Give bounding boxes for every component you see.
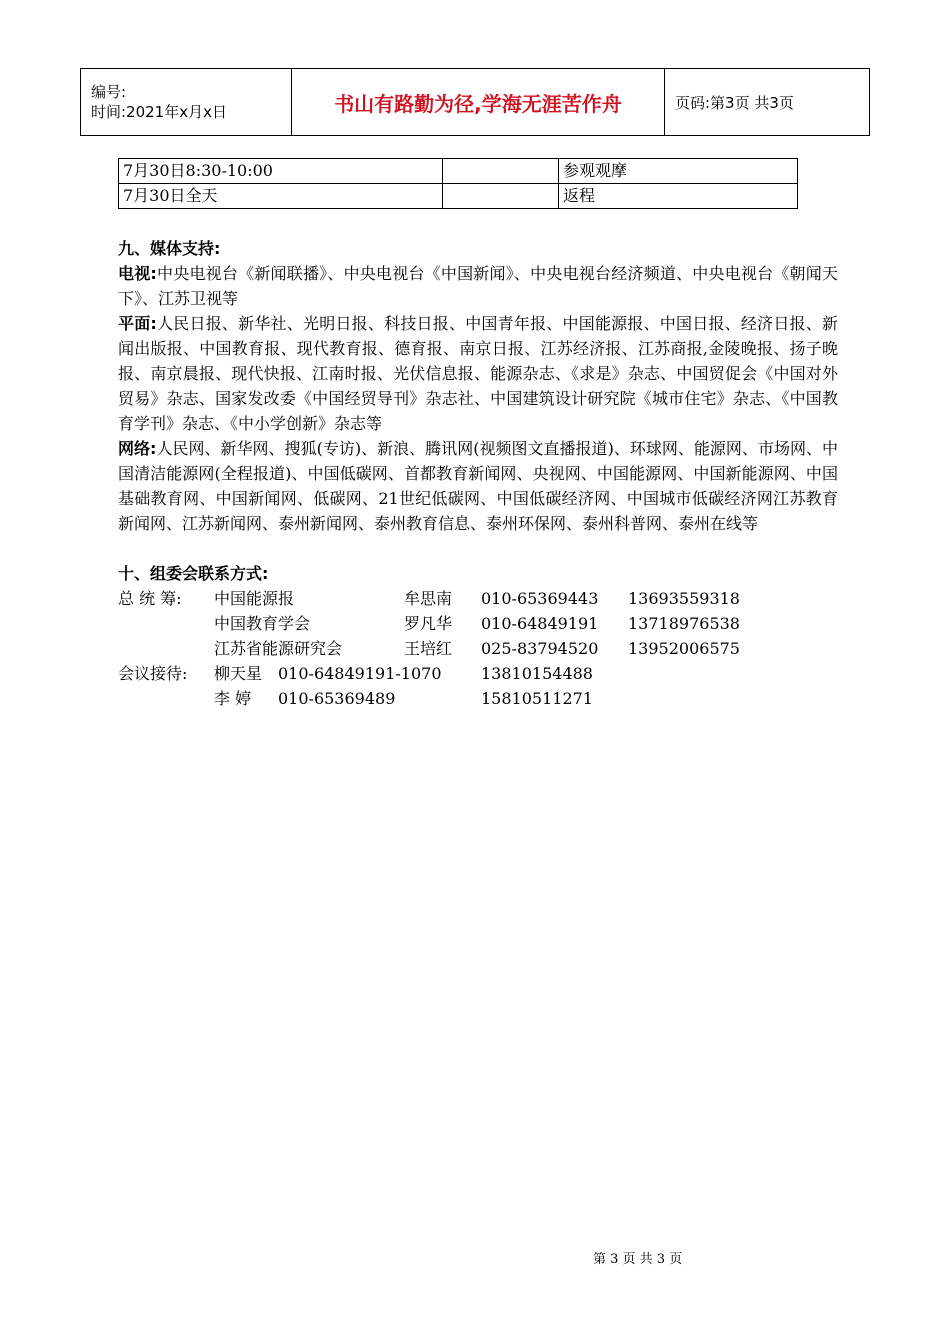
contact-phone: 010-65369489	[278, 689, 396, 708]
contact-name: 牟思南	[404, 589, 453, 608]
schedule-table	[118, 158, 798, 209]
contact-phone: 010-64849191-1070	[278, 664, 442, 683]
contact-phone: 025-83794520	[481, 639, 599, 658]
media-tv-text: 中央电视台《新闻联播》、中央电视台《中国新闻》、中央电视台经济频道、中央电视台《朝闻天下》、江苏卫视等	[118, 264, 838, 308]
contact-name: 王培红	[404, 639, 453, 658]
media-print-text: 人民日报、新华社、光明日报、科技日报、中国青年报、中国能源报、中国日报、经济日报、新闻出版报、中国教育报、现代教育报、德育报、南京日报、江苏经济报、江苏商报,金陵晚报、扬子晚报、南京晨报、现代快报、江南时报、光伏信息报、能源杂志、《求是》杂志、中国贸促会《中国对外贸易》杂志、国家发改委《中国经贸导刊》杂志社、中国建筑设计研究院《城市住宅》杂志、《中国教育学刊》杂志、《中小学创新》杂志等	[118, 314, 838, 433]
reception-label: 会议接待:	[118, 664, 188, 683]
schedule-activity: 返程	[559, 184, 798, 209]
document-number-label: 编号:	[91, 83, 127, 101]
media-tv-label: 电视:	[118, 264, 157, 283]
contact-name: 柳天星	[214, 664, 263, 683]
contact-phone: 010-65369443	[481, 589, 599, 608]
contact-mobile: 13810154488	[481, 664, 593, 683]
header-motto: 书山有路勤为径,学海无涯苦作舟	[292, 69, 665, 136]
main-content	[118, 236, 838, 711]
contact-org: 中国教育学会	[214, 614, 311, 633]
list-item	[118, 636, 838, 661]
media-print-label: 平面:	[118, 314, 157, 333]
list-item	[118, 661, 838, 686]
contact-mobile: 15810511271	[481, 689, 593, 708]
contact-mobile: 13693559318	[628, 589, 740, 608]
media-section-title: 九、媒体支持:	[118, 239, 221, 258]
list-item	[118, 586, 838, 611]
contact-org: 中国能源报	[214, 589, 295, 608]
contact-org: 江苏省能源研究会	[214, 639, 343, 658]
contact-mobile: 13718976538	[628, 614, 740, 633]
media-web-label: 网络:	[118, 439, 157, 458]
header-meta	[81, 69, 292, 136]
list-item	[118, 611, 838, 636]
contacts-section-title: 十、组委会联系方式:	[118, 564, 269, 583]
header-page-info: 页码:第3页 共3页	[665, 69, 870, 136]
list-item	[118, 686, 838, 711]
table-row	[119, 159, 798, 184]
contact-mobile: 13952006575	[628, 639, 740, 658]
table-row	[119, 184, 798, 209]
schedule-activity: 参观观摩	[559, 159, 798, 184]
contact-name: 李 婷	[214, 689, 252, 708]
contact-name: 罗凡华	[404, 614, 453, 633]
media-web-paragraph	[118, 436, 838, 536]
schedule-middle	[443, 159, 559, 184]
document-header	[80, 68, 870, 136]
schedule-time: 7月30日8:30-10:00	[119, 159, 443, 184]
schedule-time: 7月30日全天	[119, 184, 443, 209]
document-date: 时间:2021年x月x日	[91, 103, 227, 121]
coordination-label: 总 统 筹:	[118, 589, 182, 608]
contact-phone: 010-64849191	[481, 614, 599, 633]
media-web-text: 人民网、新华网、搜狐(专访)、新浪、腾讯网(视频图文直播报道)、环球网、能源网、市场网、中国清洁能源网(全程报道)、中国低碳网、首都教育新闻网、央视网、中国能源网、中国新能源网、中国基础教育网、中国新闻网、低碳网、21世纪低碳网、中国低碳经济网、中国城市低碳经济网江苏教育新闻网、江苏新闻网、泰州新闻网、泰州教育信息、泰州环保网、泰州科普网、泰州在线等	[118, 439, 838, 533]
footer-page-number: 第 3 页 共 3 页	[593, 1252, 683, 1267]
schedule-middle	[443, 184, 559, 209]
media-print-paragraph	[118, 311, 838, 436]
media-tv-paragraph	[118, 261, 838, 311]
